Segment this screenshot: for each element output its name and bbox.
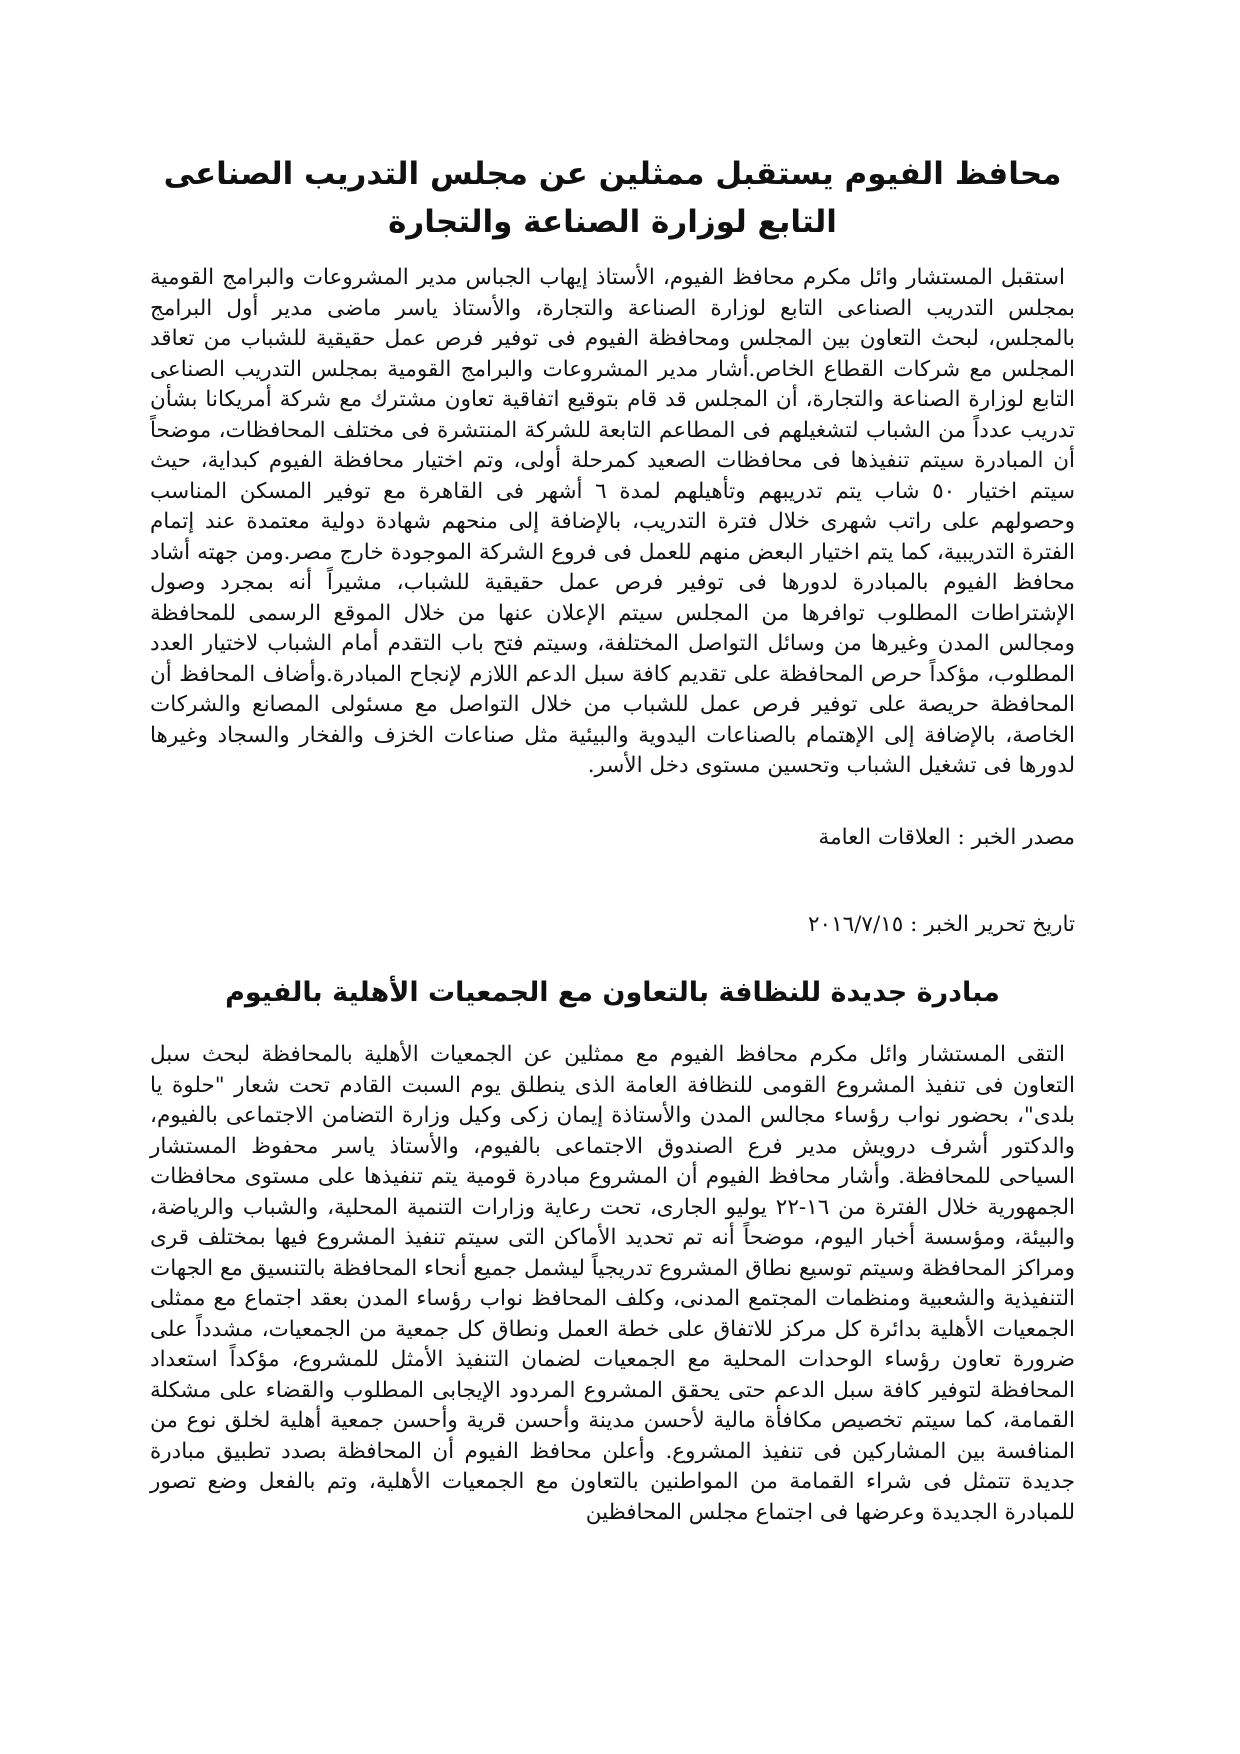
news-source: مصدر الخبر : العلاقات العامة [818,825,1075,850]
news-date: تاريخ تحرير الخبر : ٢٠١٦/٧/١٥ [807,912,1075,937]
article-2-title: مبادرة جديدة للنظافة بالتعاون مع الجمعيات الأهلية بالفيوم [225,977,1000,1008]
document-page [150,0,1075,1754]
article-1-title: محافظ الفيوم يستقبل ممثلين عن مجلس التدريب الصناعى التابع لوزارة الصناعة والتجارة [163,156,1062,240]
article-2-body: التقى المستشار وائل مكرم محافظ الفيوم مع ممثلين عن الجمعيات الأهلية بالمحافظة لبحث سبل التعاون فى تنفيذ المشروع القومى للنظافة العامة الذى ينطلق يوم السبت القادم تحت شعار "حلوة يا بلدى"، بحضور نواب رؤساء مجالس المدن والأستاذة إيمان زكى وكيل وزارة التضامن الاجتماعى بالفيوم، والدكتور أشرف درويش مدير فرع الصندوق الاجتماعى بالفيوم، والأستاذ ياسر محفوظ المستشار السياحى للمحافظة. وأشار محافظ الفيوم أن المشروع مبادرة قومية يتم تنفيذها على مستوى محافظات الجمهورية خلال الفترة من ١٦-٢٢ يوليو الجارى، تحت رعاية وزارات التنمية المحلية، والشباب والرياضة، والبيئة، ومؤسسة أخبار اليوم، موضحاً أنه تم تحديد الأماكن التى سيتم تنفيذ المشروع فيها بمختلف قرى ومراكز المحافظة وسيتم توسيع نطاق المشروع تدريجياً ليشمل جميع أنحاء المحافظة بالتنسيق مع الجهات التنفيذية والشعبية ومنظمات المجتمع المدنى، وكلف المحافظ نواب رؤساء المدن بعقد اجتماع مع ممثلى الجمعيات الأهلية بدائرة كل مركز للاتفاق على خطة العمل ونطاق كل جمعية من الجمعيات، مشدداً على ضرورة تعاون رؤساء الوحدات المحلية مع الجمعيات لضمان التنفيذ الأمثل للمشروع، مؤكداً استعداد المحافظة لتوفير كافة سبل الدعم حتى يحقق المشروع المردود الإيجابى المطلوب والقضاء على مشكلة القمامة، كما سيتم تخصيص مكافأة مالية لأحسن مدينة وأحسن قرية وأحسن جمعية أهلية لخلق نوع من المنافسة بين المشاركين فى تنفيذ المشروع. وأعلن محافظ الفيوم أن المحافظة بصدد تطبيق مبادرة جديدة تتمثل فى شراء القمامة من المواطنين بالتعاون مع الجمعيات الأهلية، وتم بالفعل وضع تصور للمبادرة الجديدة وعرضها فى اجتماع مجلس المحافظين [150,1042,1076,1525]
article-1-body: استقبل المستشار وائل مكرم محافظ الفيوم، الأستاذ إيهاب الجباس مدير المشروعات والبرامج القومية بمجلس التدريب الصناعى التابع لوزارة الصناعة والتجارة، والأستاذ ياسر ماضى مدير أول البرامج بالمجلس، لبحث التعاون بين المجلس ومحافظة الفيوم فى توفير فرص عمل حقيقية للشباب من تعاقد المجلس مع شركات القطاع الخاص.أشار مدير المشروعات والبرامج القومية بمجلس التدريب الصناعى التابع لوزارة الصناعة والتجارة، أن المجلس قد قام بتوقيع اتفاقية تعاون مشترك مع شركة أمريكانا بشأن تدريب عدداً من الشباب لتشغيلهم فى المطاعم التابعة للشركة المنتشرة فى مختلف المحافظات، موضحاً أن المبادرة سيتم تنفيذها فى محافظات الصعيد كمرحلة أولى، وتم اختيار محافظة الفيوم كبداية، حيث سيتم اختيار ٥٠ شاب يتم تدريبهم وتأهيلهم لمدة ٦ أشهر فى القاهرة مع توفير المسكن المناسب وحصولهم على راتب شهرى خلال فترة التدريب، بالإضافة إلى منحهم شهادة دولية معتمدة عند إتمام الفترة التدريبية، كما يتم اختيار البعض منهم للعمل فى فروع الشركة الموجودة خارج مصر.ومن جهته أشاد محافظ الفيوم بالمبادرة لدورها فى توفير فرص عمل حقيقية للشباب، مشيراً أنه بمجرد وصول الإشتراطات المطلوب توافرها من المجلس سيتم الإعلان عنها من خلال الموقع الرسمى للمحافظة ومجالس المدن وغيرها من وسائل التواصل المختلفة، وسيتم فتح باب التقدم أمام الشباب لاختيار العدد المطلوب، مؤكداً حرص المحافظة على تقديم كافة سبل الدعم اللازم لإنجاح المبادرة.وأضاف المحافظ أن المحافظة حريصة على توفير فرص عمل للشباب من خلال التواصل مع مسئولى المصانع والشركات الخاصة، بالإضافة إلى الإهتمام بالصناعات اليدوية والبيئية مثل صناعات الخزف والفخار والسجاد وغيرها لدورها فى تشغيل الشباب وتحسين مستوى دخل الأسر. [150,265,1076,778]
